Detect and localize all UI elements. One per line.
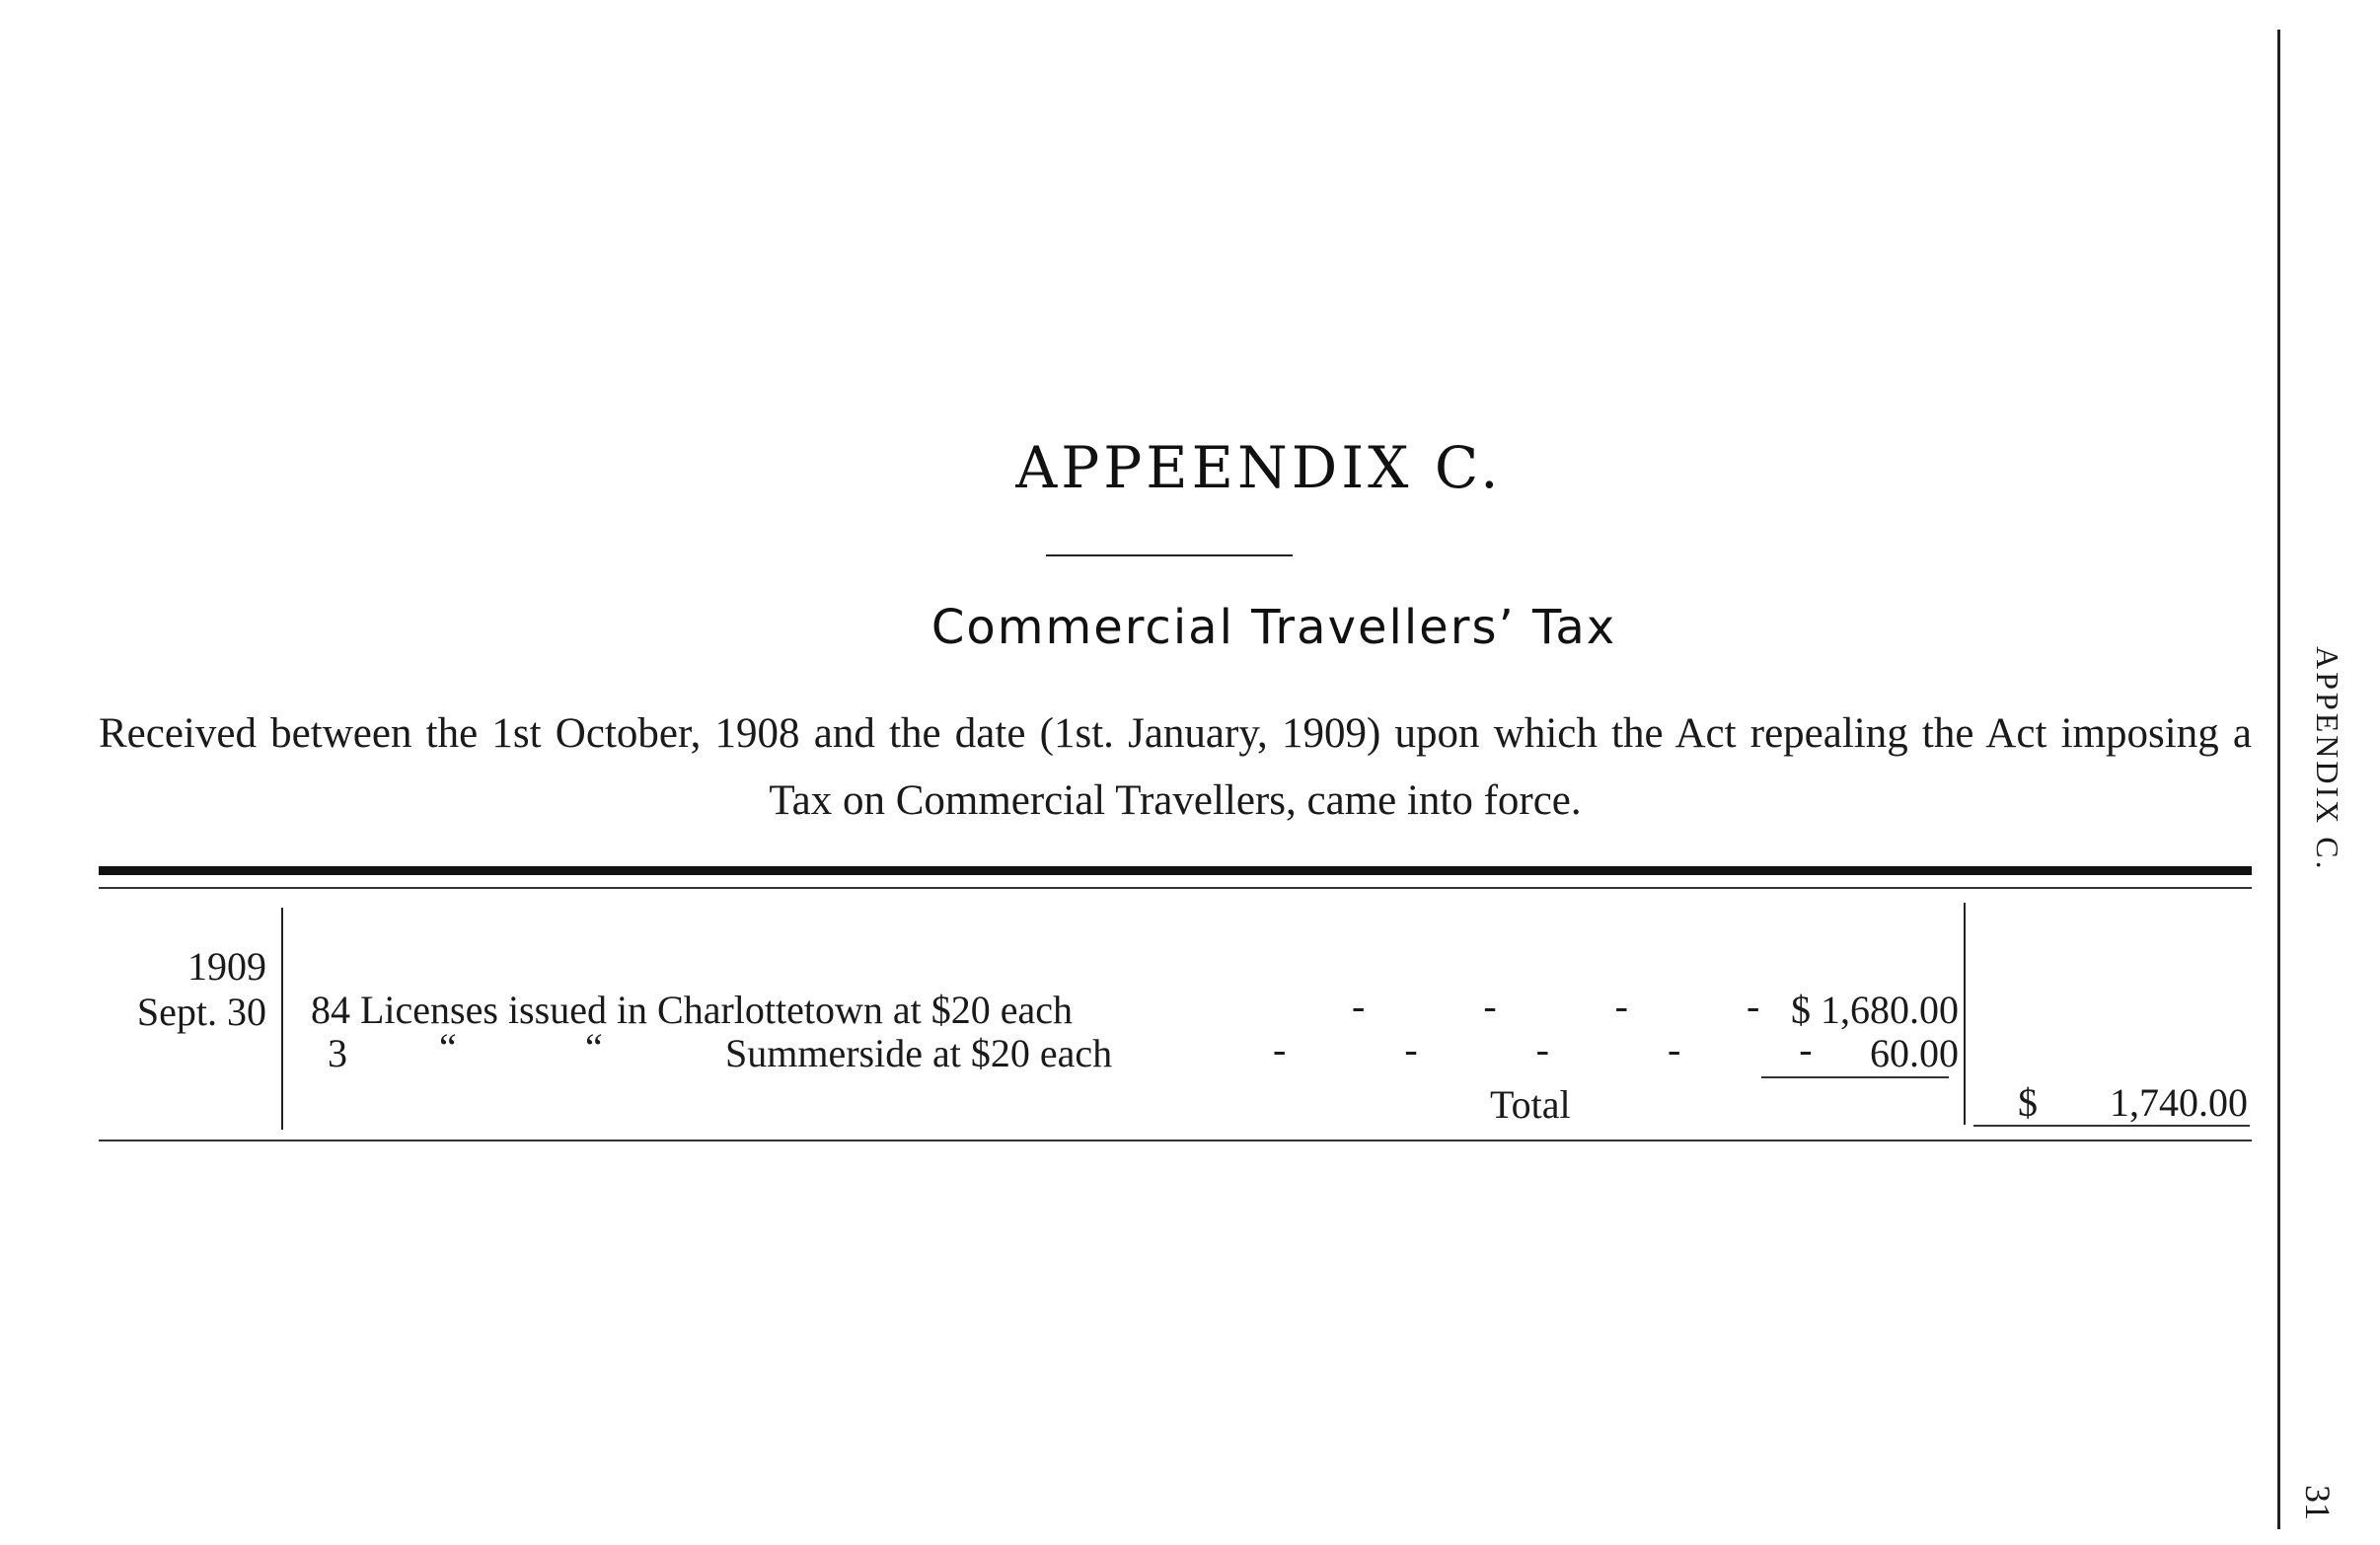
row-summerside-description: Summerside at $20 each xyxy=(725,1031,1113,1075)
date-year: 1909 xyxy=(187,944,266,989)
total-underline xyxy=(1973,1125,2250,1127)
date-column-divider xyxy=(281,908,283,1130)
section-subtitle: Commercial Travellers’ Tax xyxy=(930,600,1617,655)
total-label: Total xyxy=(1490,1082,1571,1127)
row-charlottetown-amount: $ 1,680.00 xyxy=(1791,988,1959,1032)
table-bottom-rule xyxy=(99,1140,2252,1141)
ditto-mark: “ xyxy=(439,1025,457,1069)
total-amount: 1,740.00 xyxy=(2110,1080,2248,1125)
row-charlottetown-description: 84 Licenses issued in Charlottetown at $20 each xyxy=(311,988,1074,1032)
appendix-title: APPEENDIX C. xyxy=(1015,434,1503,501)
row-summerside-amount: 60.00 xyxy=(1870,1031,1959,1075)
row-summerside-leaders: - - - - - xyxy=(1273,1027,1813,1071)
row-charlottetown-leaders: - - - - xyxy=(1352,984,1760,1028)
running-head: APPENDIX C. xyxy=(2310,646,2345,872)
ditto-mark: “ xyxy=(585,1025,603,1069)
table-top-thin-rule xyxy=(99,887,2252,889)
intro-paragraph: Received between the 1st October, 1908 and the date (1st. January, 1909) upon which the Act repealing the Act imposing a Tax on Commercial Travellers, came into force. xyxy=(99,710,2252,824)
subtotal-underline xyxy=(1761,1076,1949,1078)
total-currency: $ xyxy=(2018,1080,2038,1125)
table-top-thick-rule xyxy=(99,866,2252,875)
margin-rule xyxy=(2277,30,2280,1529)
amount-column-divider xyxy=(1964,903,1966,1125)
row-summerside-quantity: 3 xyxy=(328,1031,347,1075)
page-number: 31 xyxy=(2298,1485,2338,1520)
title-rule xyxy=(1046,554,1293,556)
date-day: Sept. 30 xyxy=(136,990,266,1034)
